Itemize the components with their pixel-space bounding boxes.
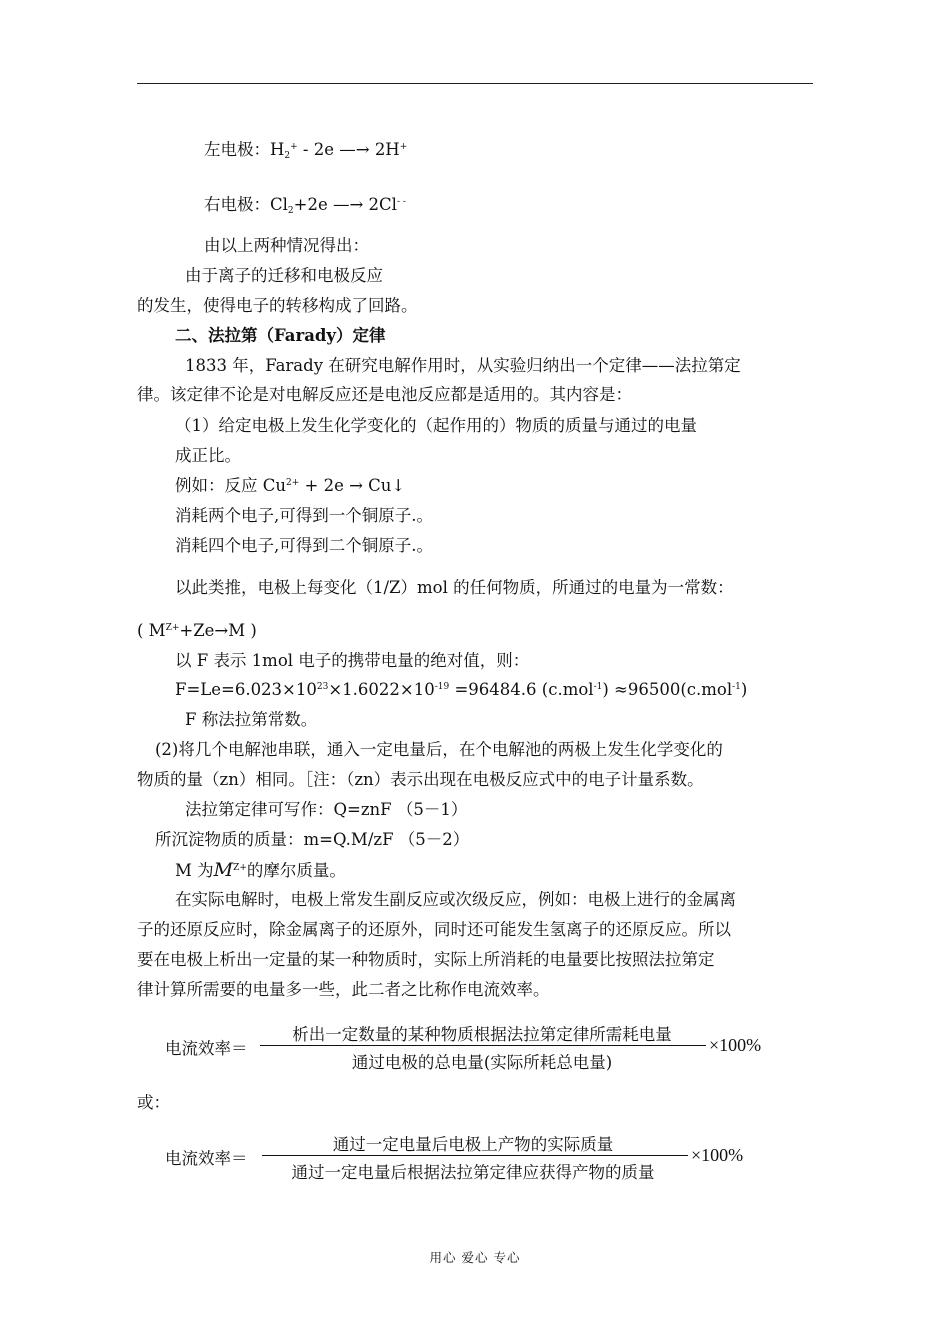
- formula-numerator: 通过一定电量后电极上产物的实际质量: [332, 1135, 614, 1154]
- current-efficiency-formula-1: [0, 1018, 950, 1078]
- paragraph-line: F 称法拉第常数。: [185, 710, 318, 729]
- paragraph-line: （1）给定电极上发生化学变化的（起作用的）物质的质量与通过的电量: [175, 416, 697, 435]
- fraction-bar: [260, 1045, 706, 1046]
- paragraph-line: 要在电极上析出一定量的某一种物质时，实际上所消耗的电量要比按照法拉第定: [137, 950, 715, 969]
- page-footer: 用心 爱心 专心: [429, 1250, 521, 1265]
- or-text: 或：: [137, 1093, 170, 1112]
- molar-mass-note: M 为$M^{Z+}$的摩尔质量。: [175, 859, 346, 881]
- copper-reaction-example: 例如：反应 $Cu^{2+} + 2e$ → Cu↓: [175, 476, 406, 495]
- faraday-constant-equation: $F=Le=6.023\times 10^{23}\times 1.6022\times 10^{-19} =96484.6$ (c.mol$^{-1}$) ≈96500(c.mol$^{-1}$): [175, 680, 748, 699]
- paragraph-line: (2)将几个电解池串联，通入一定电量后，在个电解池的两极上发生化学变化的: [155, 740, 723, 759]
- general-reaction: ( $M^{Z+}+Ze\to M$ ): [137, 621, 257, 640]
- current-efficiency-formula-2: [0, 1128, 950, 1188]
- formula-denominator: 通过电极的总电量(实际所耗总电量): [351, 1053, 613, 1072]
- paragraph-line: 成正比。: [175, 446, 241, 465]
- paragraph-line: 以此类推，电极上每变化（1/Z）mol 的任何物质，所通过的电量为一常数：: [175, 578, 734, 597]
- header-rule: [137, 83, 813, 84]
- paragraph-line: 由以上两种情况得出：: [204, 236, 369, 255]
- section-heading: 二、法拉第（Farady）定律: [175, 326, 386, 345]
- formula-denominator: 通过一定电量后根据法拉第定律应获得产物的质量: [291, 1163, 655, 1182]
- paragraph-line: 在实际电解时，电极上常发生副反应或次级反应，例如：电极上进行的金属离: [175, 890, 736, 909]
- paragraph-line: 物质的量（zn）相同。［注：（zn）表示出现在电极反应式中的电子计量系数。: [137, 770, 704, 789]
- fraction-bar: [262, 1155, 688, 1156]
- paragraph-line: 1833 年，Farady 在研究电解作用时，从实验归纳出一个定律——法拉第定: [185, 356, 741, 375]
- faraday-law-equation: 法拉第定律可写作：Q=znF （5－1）: [185, 800, 468, 819]
- mass-equation: 所沉淀物质的质量：m=Q.M/zF （5－2）: [155, 830, 470, 849]
- paragraph-line: 子的还原反应时，除金属离子的还原外，同时还可能发生氢离子的还原反应。所以: [137, 920, 731, 939]
- paragraph-line: 由于离子的迁移和电极反应: [185, 266, 383, 285]
- formula-lhs: 电流效率＝: [165, 1039, 248, 1058]
- formula-numerator: 析出一定数量的某种物质根据法拉第定律所需耗电量: [292, 1025, 672, 1044]
- paragraph-line: 律计算所需要的电量多一些，此二者之比称作电流效率。: [137, 980, 550, 999]
- formula-rhs: ×100%: [709, 1035, 762, 1055]
- formula-rhs: ×100%: [691, 1145, 744, 1165]
- left-electrode-equation: 左电极：$H_2^+ - 2e$ —→ 2H+: [204, 140, 408, 161]
- paragraph-line: 的发生，使得电子的转移构成了回路。: [137, 296, 418, 315]
- right-electrode-equation: 右电极：$Cl_2+2e$ —→ 2Cl- -: [204, 195, 406, 216]
- paragraph-line: 消耗四个电子,可得到二个铜原子.。: [175, 536, 433, 555]
- paragraph-line: 以 F 表示 1mol 电子的携带电量的绝对值，则：: [175, 651, 530, 670]
- paragraph-line: 律。该定律不论是对电解反应还是电池反应都是适用的。其内容是：: [137, 385, 632, 404]
- formula-lhs: 电流效率＝: [165, 1149, 248, 1168]
- paragraph-line: 消耗两个电子,可得到一个铜原子.。: [175, 506, 433, 525]
